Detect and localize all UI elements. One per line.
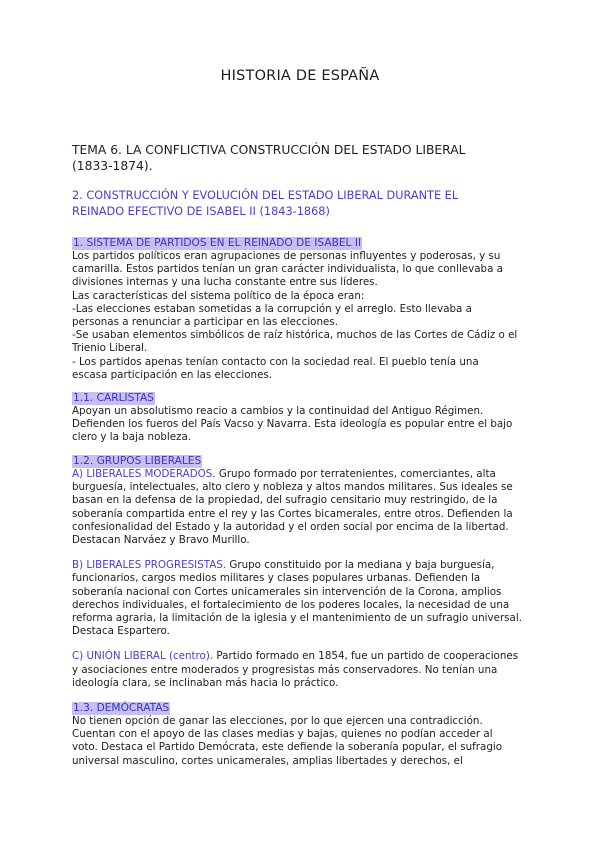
subsection-lead: C) UNIÓN LIBERAL (centro). (72, 650, 214, 663)
text-line: confesionalidad del Estado y la autoridad y el orden social por encima de la libertad. (72, 520, 509, 533)
section-body (72, 715, 538, 768)
text-fragment: Grupo constituido por la mediana y baja burguesía, (226, 559, 495, 572)
section-heading: 1.3. DEMÓCRATAS (73, 702, 170, 714)
text-line: Las características del sistema político de la época eran: (72, 289, 365, 302)
subsection-lead: A) LIBERALES MODERADOS. (72, 468, 216, 480)
section-heading: 1.2. GRUPOS LIBERALES (73, 455, 202, 467)
text-fragment: Grupo formado por terratenientes, comerciantes, alta (215, 468, 496, 480)
text-line (72, 468, 538, 481)
text-line: Cuentan con el apoyo de las clases medias y bajas, quienes no podían acceder al (72, 728, 493, 741)
text-line: Apoyan un absolutismo reacio a cambios y la continuidad del Antiguo Régimen. (72, 405, 484, 417)
text-line: derechos individuales, el fortalecimiento de los poderes locales, la necesidad de una (72, 598, 510, 611)
section-subtitle (72, 188, 542, 219)
section-carlistas (72, 386, 538, 445)
section-grupos-liberales (72, 449, 538, 690)
tema-line: TEMA 6. LA CONFLICTIVA CONSTRUCCIÓN DEL ESTADO LIBERAL (72, 143, 466, 157)
text-line: personas a renunciar a participar en las elecciones. (72, 316, 338, 329)
section-body (72, 250, 538, 382)
subtitle-line: 2. CONSTRUCCIÓN Y EVOLUCIÓN DEL ESTADO LIBERAL DURANTE EL (72, 189, 459, 202)
text-line: clero y la baja nobleza. (72, 431, 192, 444)
text-line: funcionarios, cargos medios militares y clases populares urbanas. Defienden la (72, 572, 481, 585)
text-line: reforma agraria, la limitación de la iglesia y el mantenimiento de un sufragio universal. (72, 612, 522, 625)
text-line: Trienio Liberal. (72, 342, 148, 355)
text-line: Destacan Narváez y Bravo Murillo. (72, 534, 250, 547)
text-line: soberanía compartida entre el rey y las Cortes bicamerales, entre otros. Defienden la (72, 507, 513, 520)
text-line: y asociaciones entre moderados y progresistas más conservadores. No tenían una (72, 663, 498, 676)
document-title: HISTORIA DE ESPAÑA (220, 68, 380, 84)
text-line: -Se usaban elementos simbólicos de raíz histórica, muchos de las Cortes de Cádiz o el (72, 329, 518, 342)
text-line: Defienden los fueros del País Vacso y Navarra. Esta ideología es popular entre el bajo (72, 418, 513, 431)
text-line: universal masculino, cortes unicamerales, amplias libertades y derechos, el (72, 754, 463, 767)
section-heading: 1.1. CARLISTAS (73, 392, 154, 404)
text-line (72, 559, 538, 572)
text-line: soberanía nacional con Cortes unicamerales sin intervención de la Corona, amplios (72, 585, 502, 598)
tema-heading (72, 142, 532, 174)
text-line: basan en la defensa de la propiedad, del sufragio censitario muy restringido, de la (72, 494, 498, 507)
tema-line: (1833-1874). (72, 159, 153, 173)
text-line: burguesía, intelectuales, alto clero y nobleza y altos mandos militares. Sus ideales se (72, 481, 513, 494)
section-body (72, 405, 538, 445)
text-line: Destaca Espartero. (72, 625, 170, 638)
text-line: ideología clara, se inclinaban más hacia lo práctico. (72, 676, 339, 689)
text-line: Los partidos políticos eran agrupaciones de personas influyentes y poderosas, y su (72, 250, 501, 262)
text-fragment: Partido formado en 1854, fue un partido de cooperaciones (213, 650, 519, 663)
text-line: escasa participación en las elecciones. (72, 368, 273, 381)
section-partidos (72, 231, 538, 382)
text-line: No tienen opción de ganar las elecciones, por lo que ejercen una contradicción. (72, 715, 483, 727)
text-line: - Los partidos apenas tenían contacto con la sociedad real. El pueblo tenía una (72, 355, 479, 368)
subtitle-line: REINADO EFECTIVO DE ISABEL II (1843-1868) (72, 204, 330, 218)
section-body (72, 468, 538, 690)
text-line: -Las elecciones estaban sometidas a la corrupción y el arreglo. Esto llevaba a (72, 302, 472, 315)
section-democratas (72, 696, 538, 768)
subsection-lead: B) LIBERALES PROGRESISTAS. (72, 559, 227, 572)
section-heading: 1. SISTEMA DE PARTIDOS EN EL REINADO DE ISABEL II (73, 237, 362, 249)
text-line: divisiones internas y una lucha constante entre sus líderes. (72, 276, 378, 289)
text-line (72, 650, 538, 663)
text-line: voto. Destaca el Partido Demócrata, este defiende la soberanía popular, el sufragio (72, 741, 503, 754)
text-line: camarilla. Estos partidos tenían un gran carácter individualista, lo que conllevaba a (72, 263, 503, 276)
